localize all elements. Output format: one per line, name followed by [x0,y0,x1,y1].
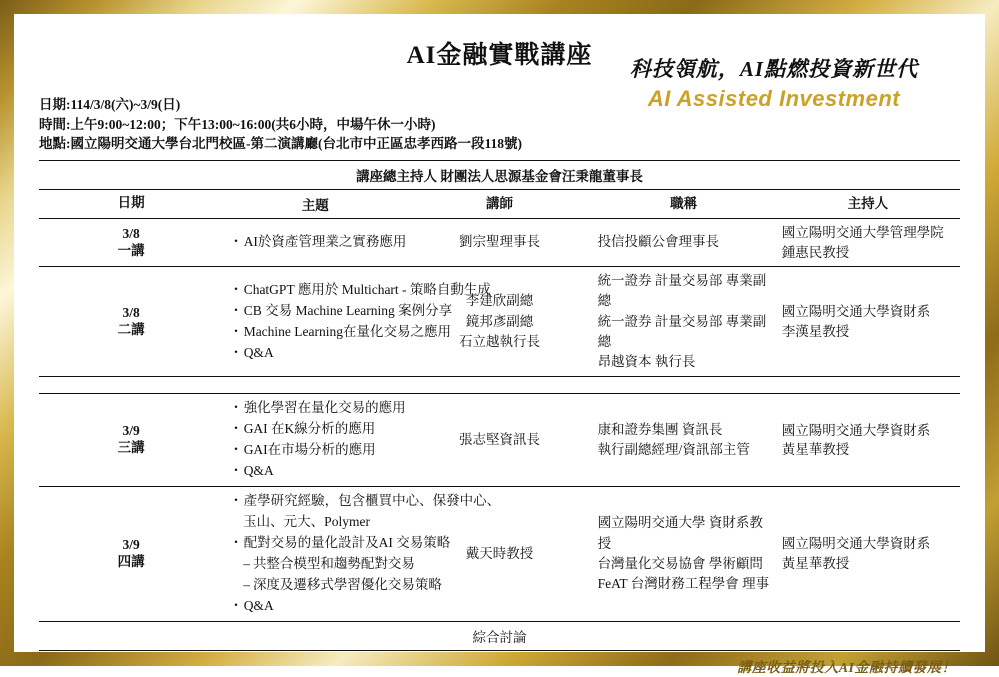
title-item: 統一證券 計量交易部 專業副總 [597,313,767,349]
title-item: 執行副總經理/資訊部主管 [597,442,750,458]
chair-item: 國立陽明交通大學資財系 [781,536,931,552]
title-item: 康和證券集團 資訊長 [597,421,723,437]
session-date [39,394,223,487]
session-date-part: 一講 [117,242,145,258]
session-topics [223,267,491,377]
table-row [39,218,960,266]
title-item: 昂越資本 執行長 [597,354,696,370]
chair-item: 國立陽明交通大學資財系 [781,304,931,320]
page-title: AI金融實戰講座 [406,42,593,69]
event-time: 時間:上午9:00~12:00；下午13:00~16:00(共6小時，中場午休一小時) [39,116,436,132]
session-chairs [776,267,960,377]
session-date [39,218,223,266]
chair-item: 鍾惠民教授 [781,244,850,260]
table-footer-row [39,621,960,650]
col-header-topic: 主題 [223,189,407,218]
session-titles [592,218,776,266]
speaker-item: 劉宗聖理事長 [458,234,540,250]
host-bar-row [39,160,960,189]
event-date: 日期:114/3/8(六)~3/9(日) [39,97,181,112]
schedule-table [39,160,960,651]
topic-item: ・ Q&A [229,343,401,364]
title-item: FeAT 台灣財務工程學會 理事 [597,576,770,592]
slogan-english: AI Assisted Investment [647,86,901,111]
speaker-item: 鏡邦彥副總 [465,313,534,329]
topic-item: – 共整合模型和趨勢配對交易 [229,554,401,575]
slogan-block [594,53,954,112]
topic-item: ・ GAI在市場分析的應用 [229,440,401,461]
title-item: 國立陽明交通大學 資財系教授 [597,515,763,551]
event-venue: 地點:國立陽明交通大學台北門校區-第二演講廳(台北市中正區忠孝西路一段118號) [39,136,522,152]
session-titles [592,267,776,377]
session-date-day: 3/9 [122,536,140,552]
session-date [39,487,223,622]
chair-item: 國立陽明交通大學資財系 [781,422,931,438]
title-item: 台灣量化交易協會 學術顧問 [597,555,763,571]
poster-inner-frame [14,14,985,676]
topic-item: ・ Machine Learning在量化交易之應用 [229,322,401,343]
speaker-item: 戴天時教授 [465,545,534,561]
topic-list [229,398,406,482]
session-date [39,267,223,377]
table-row [39,487,960,622]
session-chairs [776,394,960,487]
general-discussion-text: 綜合討論 [39,621,960,650]
speaker-item: 石立越執行長 [458,333,540,349]
col-header-date: 日期 [39,189,223,218]
session-topics [223,394,407,487]
session-speakers [407,218,591,266]
session-titles [592,394,776,487]
chair-item: 黃星華教授 [781,442,850,458]
topic-list [229,232,407,253]
poster-sheet [17,17,982,676]
session-date-day: 3/8 [122,304,140,320]
closing-note: 講座收益將投入AI金融持續發展！ [737,660,956,676]
table-spacer-cell [39,377,960,394]
topic-item: 玉山、元大、Polymer [243,513,370,529]
session-chairs [776,487,960,622]
topic-item: ・ CB 交易 Machine Learning 案例分享 [229,301,401,322]
col-header-speaker: 講師 [407,189,591,218]
col-header-title: 職稱 [592,189,776,218]
topic-item: ・ Q&A [229,596,401,617]
table-header-row [39,189,960,218]
col-header-chair: 主持人 [776,189,960,218]
chair-item: 黃星華教授 [781,555,850,571]
topic-item: – 深度及遷移式學習優化交易策略 [229,575,401,596]
slogan-chinese: 科技領航，AI點燃投資新世代 [629,57,919,81]
session-date-part: 四講 [117,553,145,569]
topic-list [229,280,491,364]
session-date-day: 3/8 [122,225,140,241]
session-chairs [776,218,960,266]
session-speakers [407,394,591,487]
topic-item: ・ AI於資產管理業之實務應用 [229,232,401,253]
session-date-day: 3/9 [122,423,140,439]
table-row [39,394,960,487]
table-spacer-row [39,377,960,394]
chair-item: 李漢星教授 [781,323,850,339]
title-item: 統一證券 計量交易部 專業副總 [597,273,767,309]
topic-item: ・ 產學研究經驗，包含櫃買中心、保發中心、 [229,491,401,512]
table-row [39,267,960,377]
speaker-item: 李建欣副總 [465,293,534,309]
topic-item: ・ Q&A [229,461,401,482]
chair-item: 國立陽明交通大學管理學院 [781,224,944,240]
topic-item: ・ GAI 在K線分析的應用 [229,419,401,440]
session-date-part: 三講 [117,440,145,456]
session-titles [592,487,776,622]
session-date-part: 二講 [117,321,145,337]
session-topics [223,218,407,266]
topic-item: ・ ChatGPT 應用於 Multichart - 策略自動生成 [229,280,401,301]
title-item: 投信投顧公會理事長 [597,234,720,250]
topic-item: ・ 強化學習在量化交易的應用 [229,398,401,419]
topic-item: ・ 配對交易的量化設計及AI 交易策略 [229,533,401,554]
speaker-item: 張志堅資訊長 [458,432,540,448]
host-bar-text: 講座總主持人 財團法人思源基金會汪秉龍董事長 [39,160,960,189]
